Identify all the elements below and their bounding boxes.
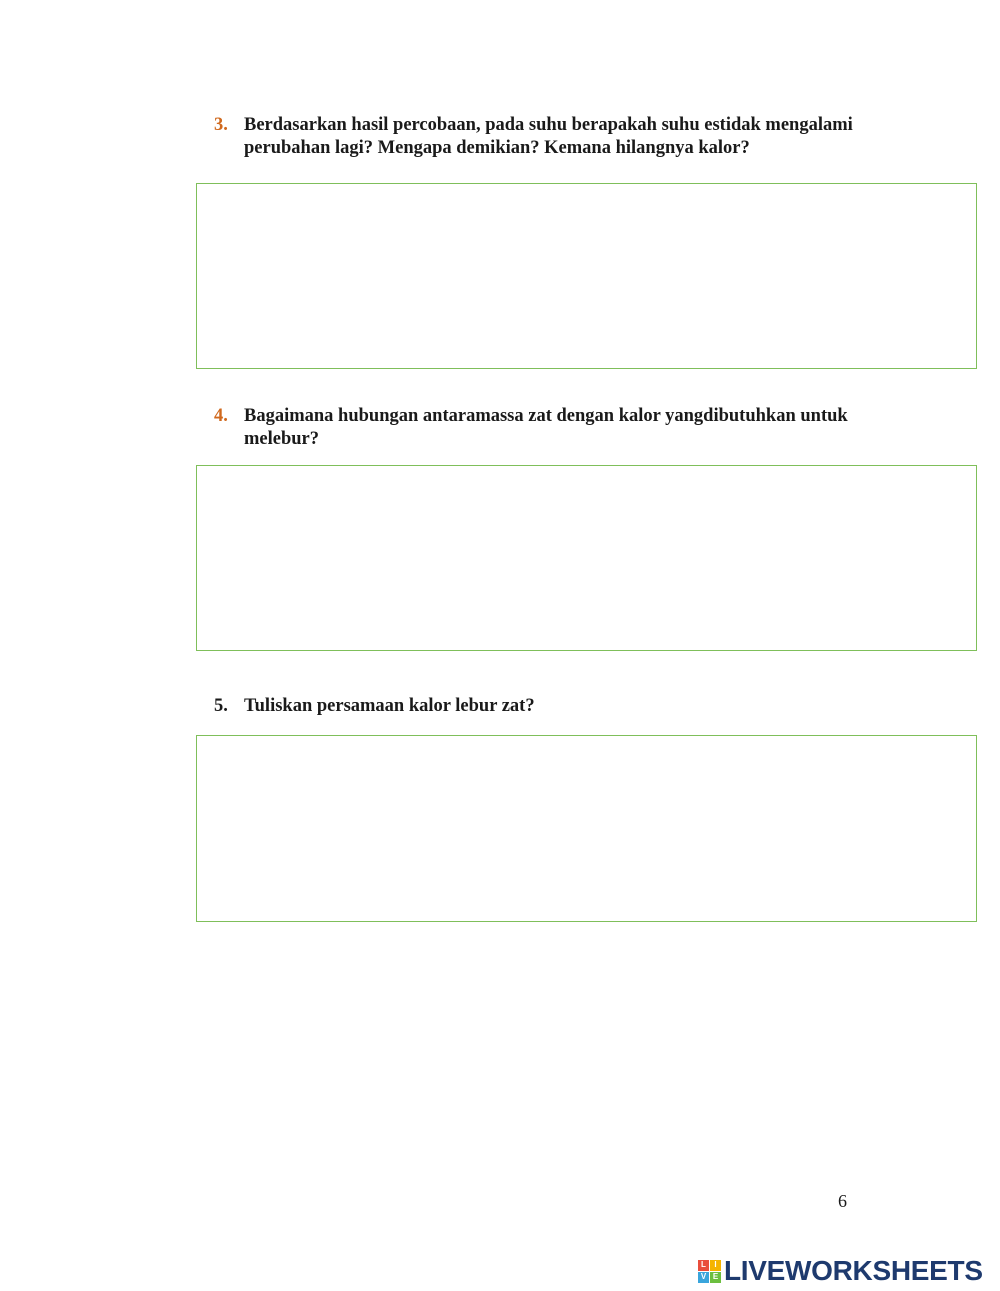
- liveworksheets-logo: [698, 1256, 983, 1286]
- logo-mark-letter: E: [710, 1272, 721, 1283]
- answer-box-5[interactable]: [196, 735, 977, 922]
- question-number: 5.: [214, 696, 228, 716]
- question-3: [214, 114, 914, 160]
- question-text: Berdasarkan hasil percobaan, pada suhu berapakah suhu estidak mengalami perubahan lagi? Mengapa demikian? Kemana hilangnya kalor?: [244, 115, 853, 158]
- question-text: Tuliskan persamaan kalor lebur zat?: [244, 696, 535, 716]
- question-5: [214, 695, 914, 718]
- question-number: 4.: [214, 406, 228, 426]
- logo-mark-letter: V: [698, 1272, 709, 1283]
- question-text: Bagaimana hubungan antaramassa zat dengan kalor yangdibutuhkan untuk melebur?: [244, 406, 848, 449]
- logo-mark-letter: I: [710, 1260, 721, 1271]
- logo-text: LIVEWORKSHEETS: [724, 1255, 983, 1286]
- question-number: 3.: [214, 115, 228, 135]
- answer-box-3[interactable]: [196, 183, 977, 369]
- page-number: 6: [838, 1191, 847, 1211]
- answer-box-4[interactable]: [196, 465, 977, 651]
- logo-mark-icon: [698, 1260, 721, 1283]
- question-4: [214, 405, 914, 451]
- logo-mark-letter: L: [698, 1260, 709, 1271]
